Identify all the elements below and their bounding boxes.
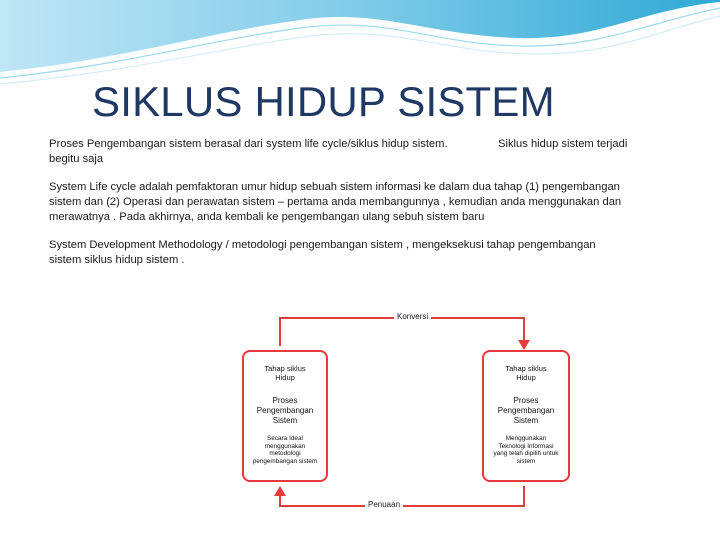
paragraph-intro-line: begitu saja [49, 153, 104, 165]
label-konversi: Konversi [394, 312, 431, 321]
paragraph-methodology [49, 238, 689, 268]
box-note [244, 435, 326, 465]
paragraph-line: System Life cycle adalah pemfaktoran umur hidup sebuah sistem informasi ke dalam dua tahap (1) pengembangan [49, 181, 620, 193]
box-note-line: metodologi [269, 450, 301, 458]
box-development-stage [242, 350, 328, 482]
paragraph-line: merawatnya . Pada akhirnya, anda kembali ke pengembangan ulang sebuh sistem baru [49, 211, 485, 223]
paragraph-system-life-cycle [49, 180, 689, 225]
box-process-line: Proses [513, 396, 539, 405]
box-heading [244, 364, 326, 382]
box-note-line: Secara Ideal [267, 435, 303, 442]
box-process-line: Proses [272, 396, 298, 405]
box-note [484, 435, 568, 465]
box-process-line: Pengembangan [497, 406, 555, 415]
box-heading-line: Hidup [275, 373, 295, 382]
box-note-line: Menggunakan [505, 435, 547, 442]
box-note-line: sistem [516, 457, 536, 465]
box-heading [484, 364, 568, 382]
box-note-line: pengembangan sistem [252, 457, 318, 465]
header-wave-decoration [0, 0, 720, 90]
box-process-line: Pengembangan [256, 406, 314, 415]
box-note-line: yang telah dipilih untuk [493, 450, 559, 458]
paragraph-intro-right: Siklus hidup sistem terjadi [498, 138, 628, 150]
paragraph-line: sistem dan (2) Operasi dan perawatan sistem – pertama anda membangunnya , kemudian anda menggunakan dan [49, 196, 622, 208]
life-cycle-diagram [238, 306, 574, 516]
box-note-line: Teknologi Informasi [498, 442, 554, 450]
page-title: SIKLUS HIDUP SISTEM [92, 78, 555, 125]
box-process-line: Sistem [513, 416, 539, 425]
paragraph-line: sistem siklus hidup sistem . [49, 254, 185, 266]
paragraph-line: System Development Methodology / metodologi pengembangan sistem , mengeksekusi tahap pengembangan [49, 239, 596, 251]
box-process-line: Sistem [272, 416, 298, 425]
box-process [244, 396, 326, 426]
paragraph-intro-line: Proses Pengembangan sistem berasal dari system life cycle/siklus hidup sistem. [49, 138, 448, 150]
box-note-line: menggunakan [264, 442, 306, 450]
box-process [484, 396, 568, 426]
arrow-up-icon [274, 486, 286, 496]
box-heading-line: Tahap siklus [264, 364, 306, 373]
box-operation-stage [482, 350, 570, 482]
label-penuaan: Penuaan [365, 500, 403, 509]
box-heading-line: Hidup [516, 373, 536, 382]
arrow-down-icon [518, 340, 530, 350]
box-heading-line: Tahap siklus [505, 364, 547, 373]
